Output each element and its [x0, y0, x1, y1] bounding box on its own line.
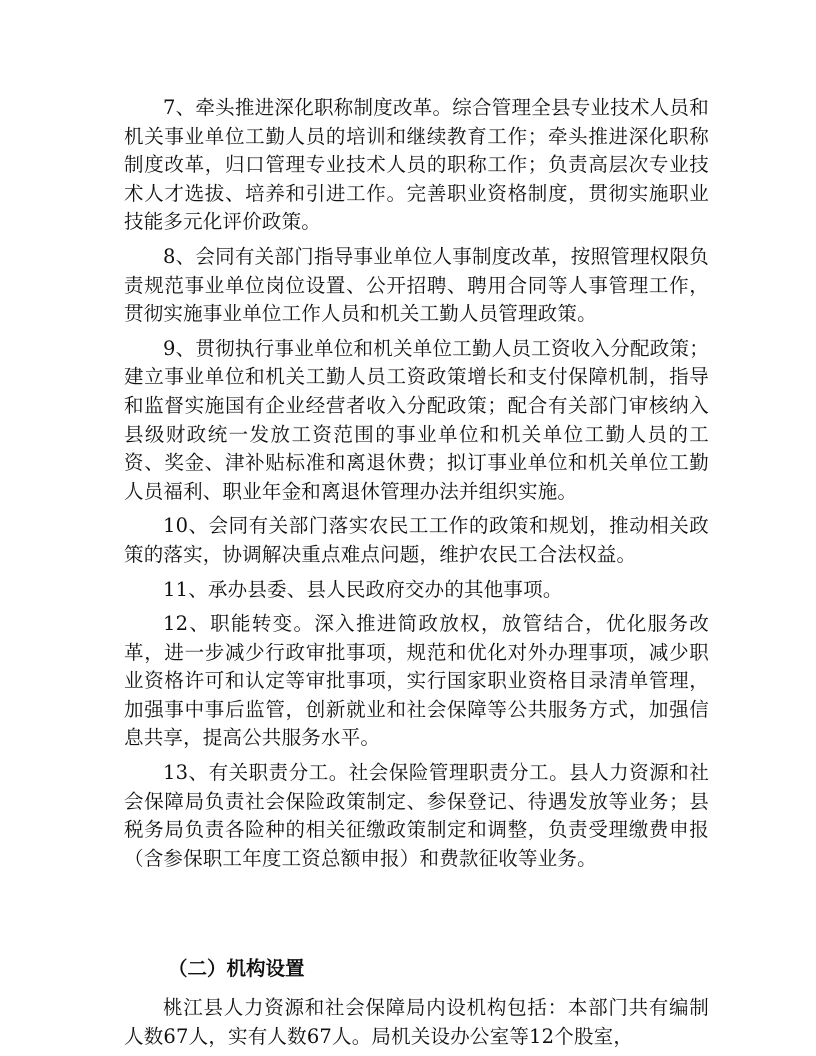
- body-text: [124, 94, 709, 879]
- paragraph-12: 12、职能转变。深入推进简政放权，放管结合，优化服务改革，进一步减少行政审批事项，规范和优化对外办理事项，减少职业资格许可和认定等审批事项，实行国家职业资格目录清单管理，加强事中事后监管，创新就业和社会保障等公共服务方式，加强信息共享，提高公共服务水平。: [124, 612, 709, 750]
- section-intro: 桃江县人力资源和社会保障局内设机构包括：本部门共有编制人数67人，实有人数67人。局机关设办公室等12个股室，: [124, 996, 709, 1048]
- paragraph-7: 7、牵头推进深化职称制度改革。综合管理全县专业技术人员和机关事业单位工勤人员的培训和继续教育工作；牵头推进深化职称制度改革，归口管理专业技术人员的职称工作；负责高层次专业技术人才选拔、培养和引进工作。完善职业资格制度，贯彻实施职业技能多元化评价政策。: [124, 96, 709, 234]
- paragraph-11: 11、承办县委、县人民政府交办的其他事项。: [163, 577, 563, 601]
- paragraph-13: 13、有关职责分工。社会保险管理职责分工。县人力资源和社会保障局负责社会保险政策制定、参保登记、待遇发放等业务；县税务局负责各险种的相关征缴政策制定和调整，负责受理缴费申报（含参保职工年度工资总额申报）和费款征收等业务。: [124, 761, 709, 870]
- paragraph-8: 8、会同有关部门指导事业单位人事制度改革，按照管理权限负责规范事业单位岗位设置、公开招聘、聘用合同等人事管理工作，贯彻实施事业单位工作人员和机关工勤人员管理政策。: [124, 244, 709, 326]
- paragraph-10: 10、会同有关部门落实农民工工作的政策和规划，推动相关政策的落实，协调解决重点难点问题，维护农民工合法权益。: [124, 514, 709, 566]
- paragraph-9: 9、贯彻执行事业单位和机关单位工勤人员工资收入分配政策；建立事业单位和机关工勤人员工资政策增长和支付保障机制，指导和监督实施国有企业经营者收入分配政策；配合有关部门审核纳入县级财政统一发放工资范围的事业单位和机关单位工勤人员的工资、奖金、津补贴标准和离退休费；拟订事业单位和机关单位工勤人员福利、职业年金和离退休管理办法并组织实施。: [124, 336, 709, 503]
- section-heading: （二）机构设置: [168, 957, 305, 980]
